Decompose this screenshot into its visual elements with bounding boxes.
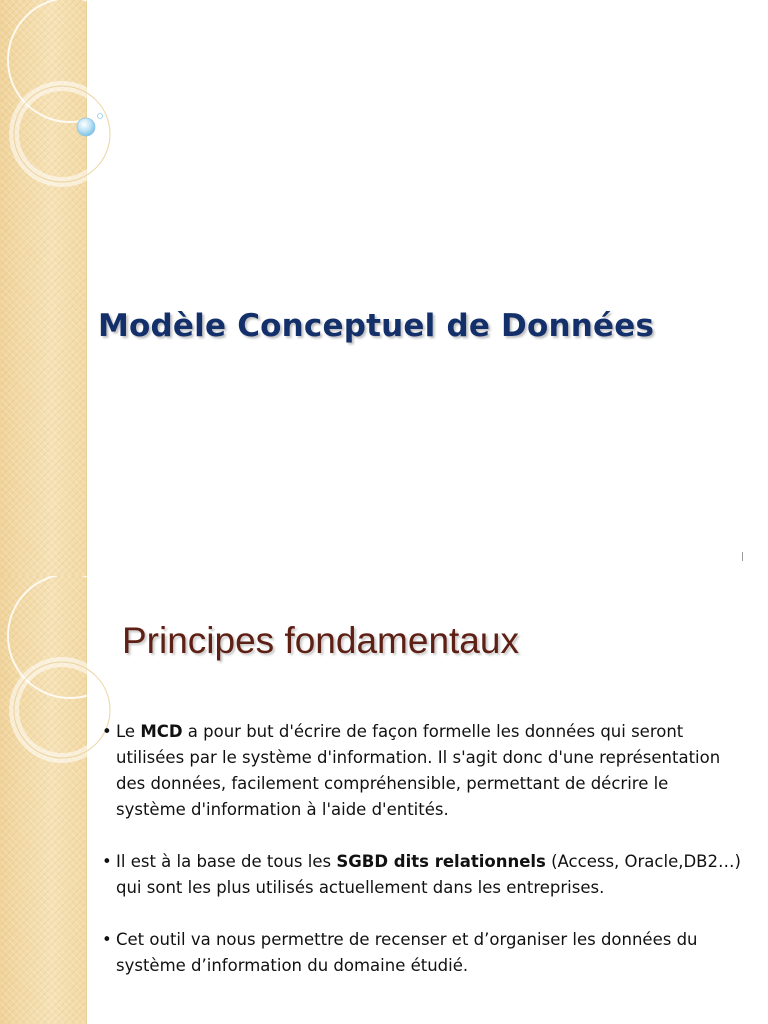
bullet-dot-icon: • xyxy=(102,722,112,741)
presentation-title: Modèle Conceptuel de Données xyxy=(98,308,655,344)
content-slide xyxy=(0,576,768,1024)
bullet-item: • Le MCD a pour but d'écrire de façon formelle les données qui seront utilisées par le système d'information. Il s'agit donc d'une représentation des données, facilement compréhensible, permettant de décrire le système d'information à l'aide d'entités. xyxy=(102,719,742,823)
decorative-rings-icon xyxy=(0,0,130,200)
bullet-item: • Il est à la base de tous les SGBD dits relationnels (Access, Oracle,DB2…) qui sont les plus utilisés actuellement dans les entreprises. xyxy=(102,849,742,901)
bullet-dot-icon: • xyxy=(102,852,112,871)
divider-mark xyxy=(742,552,743,561)
bullet-list xyxy=(102,719,742,1005)
slide-heading: Principes fondamentaux xyxy=(122,620,519,661)
bullet-item: • Cet outil va nous permettre de recenser et d’organiser les données du système d’information du domaine étudié. xyxy=(102,927,742,979)
bullet-dot-icon: • xyxy=(102,930,112,949)
